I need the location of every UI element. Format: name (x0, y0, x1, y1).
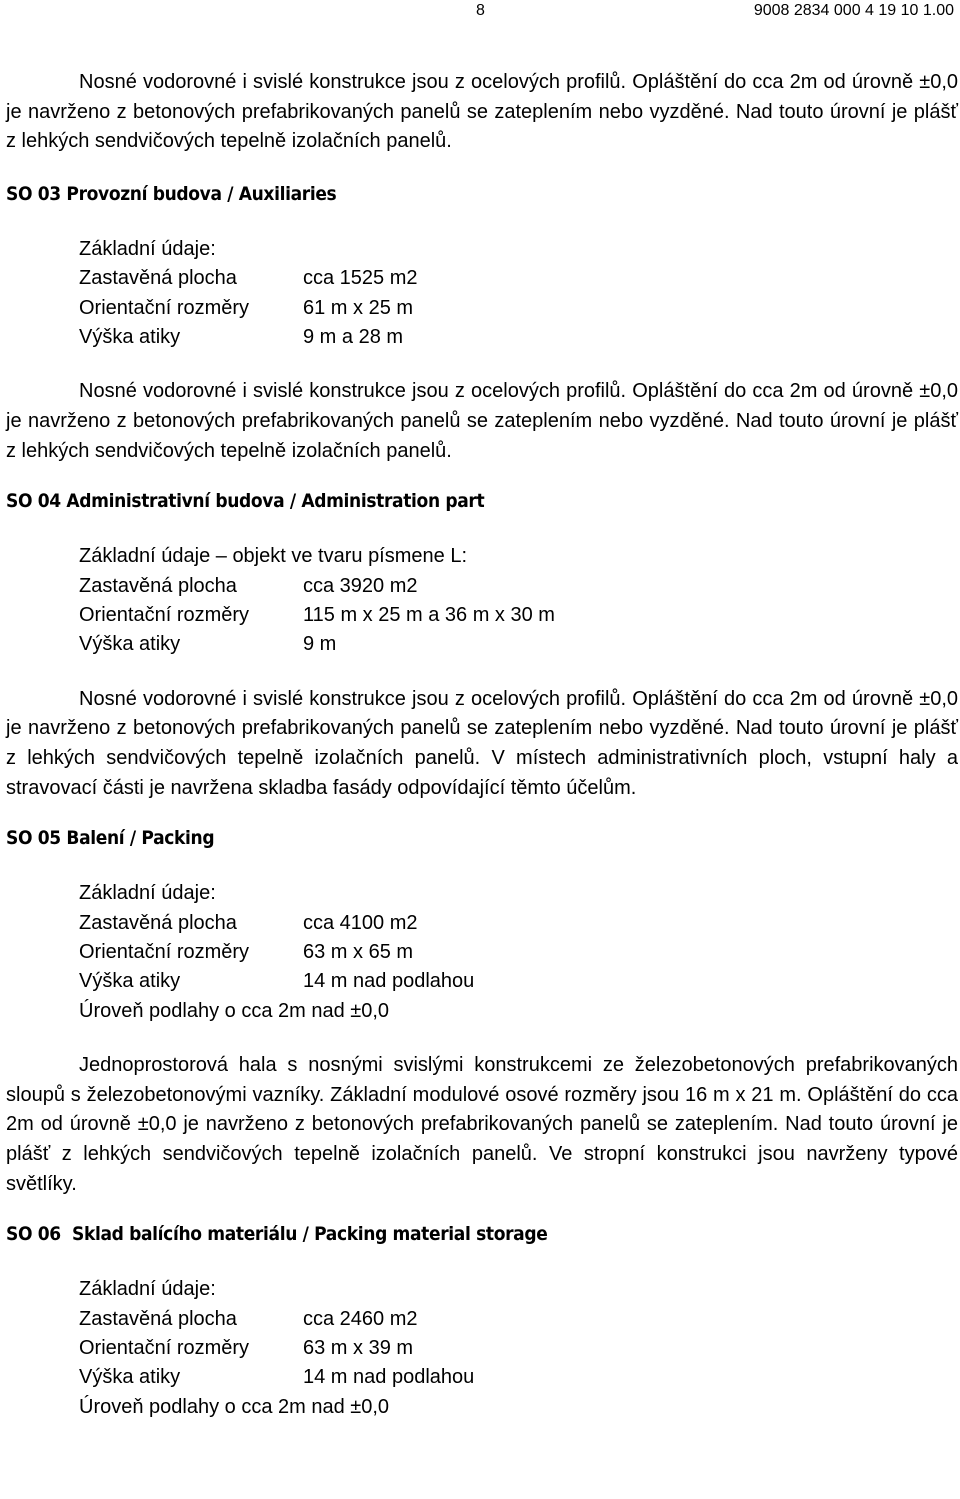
page-number: 8 (476, 2, 485, 19)
info-value: 14 m nad podlahou (303, 1366, 475, 1389)
info-value: 63 m x 39 m (303, 1337, 414, 1359)
info-key: Výška atiky (79, 970, 181, 993)
section-heading: SO 03 Provozní budova / Auxiliaries (6, 182, 337, 205)
basic-info (79, 1275, 958, 1422)
info-value: 14 m nad podlahou (303, 970, 475, 993)
section-heading: SO 05 Balení / Packing (6, 827, 215, 850)
info-key: Orientační rozměry (79, 296, 250, 319)
info-value: cca 4100 m2 (303, 911, 418, 934)
section-so03 (6, 179, 958, 466)
section-paragraph: Nosné vodorovné i svislé konstrukce jsou z ocelových profilů. Opláštění do cca 2m od úrovně ±0,0 je navrženo z betonových prefabrikovaných panelů se zateplením nebo vyzděné. Nad touto úrovní je plášť z lehkých sendvičových tepelně izolačních panelů. (6, 380, 958, 462)
info-row-area (79, 1305, 958, 1334)
info-key: Orientační rozměry (79, 604, 250, 626)
info-row-height (79, 1363, 958, 1392)
section-so04 (6, 486, 958, 803)
section-so05 (6, 823, 958, 1199)
section-heading: SO 06 Sklad balícího materiálu / Packing material storage (6, 1223, 548, 1246)
info-row-dimensions (79, 938, 958, 967)
basic-info-label: Základní údaje – objekt ve tvaru písmene L: (79, 545, 468, 568)
basic-info-label: Základní údaje: (79, 1278, 216, 1301)
basic-info (79, 235, 958, 353)
info-key: Výška atiky (79, 326, 181, 348)
info-key: Výška atiky (79, 1366, 181, 1389)
info-row-area (79, 264, 958, 293)
info-value: 61 m x 25 m (303, 296, 414, 319)
info-row-height (79, 323, 958, 352)
document-code: 9008 2834 000 4 19 10 1.00 (753, 2, 954, 19)
basic-info-label: Základní údaje: (79, 237, 216, 260)
section-paragraph: Nosné vodorovné i svislé konstrukce jsou z ocelových profilů. Opláštění do cca 2m od úrovně ±0,0 je navrženo z betonových prefabrikovaných panelů se zateplením nebo vyzděné. Nad touto úrovní je plášť z lehkých sendvičových tepelně izolačních panelů. V místech administrativních ploch, vstupní haly a stravovací části je navržena skladba fasády odpovídající těmto účelům. (6, 687, 958, 799)
floor-level-note: Úroveň podlahy o cca 2m nad ±0,0 (79, 999, 390, 1022)
basic-info (79, 879, 958, 1026)
info-value: 9 m (303, 633, 337, 656)
page-header (0, 0, 960, 30)
info-row-dimensions (79, 1334, 958, 1363)
info-value: cca 1525 m2 (303, 267, 418, 290)
info-row-dimensions (79, 601, 958, 630)
info-key: Zastavěná plocha (79, 1307, 237, 1330)
floor-level-note: Úroveň podlahy o cca 2m nad ±0,0 (79, 1395, 390, 1418)
info-row-area (79, 909, 958, 938)
info-value: cca 2460 m2 (303, 1307, 418, 1330)
intro-paragraph: Nosné vodorovné i svislé konstrukce jsou z ocelových profilů. Opláštění do cca 2m od úrovně ±0,0 je navrženo z betonových prefabrikovaných panelů se zateplením nebo vyzděné. Nad touto úrovní je plášť z lehkých sendvičových tepelně izolačních panelů. (6, 71, 958, 153)
info-key: Orientační rozměry (79, 941, 250, 963)
info-value: 115 m x 25 m a 36 m x 30 m (303, 604, 555, 626)
info-key: Zastavěná plocha (79, 267, 237, 290)
info-value: 9 m a 28 m (303, 326, 404, 348)
info-row-dimensions (79, 294, 958, 323)
info-key: Výška atiky (79, 633, 181, 656)
basic-info-label: Základní údaje: (79, 882, 216, 905)
info-row-area (79, 572, 958, 601)
info-row-height (79, 967, 958, 996)
info-key: Zastavěná plocha (79, 574, 237, 597)
section-so06 (6, 1219, 958, 1422)
info-key: Zastavěná plocha (79, 911, 237, 934)
info-value: 63 m x 65 m (303, 941, 414, 963)
basic-info (79, 542, 958, 660)
section-heading: SO 04 Administrativní budova / Administration part (6, 490, 485, 513)
info-value: cca 3920 m2 (303, 574, 418, 597)
info-key: Orientační rozměry (79, 1337, 250, 1359)
info-row-height (79, 630, 958, 659)
section-paragraph: Jednoprostorová hala s nosnými svislými konstrukcemi ze železobetonových prefabrikovaných sloupů s železobetonovými vazníky. Základní modulové osové rozměry jsou 16 m x 21 m. Opláštění do cca 2m od úrovně ±0,0 je navrženo z betonových prefabrikovaných panelů se zateplením. Nad touto úrovní je plášť z lehkých sendvičových tepelně izolačních panelů. Ve stropní konstrukci jsou navrženy typové světlíky. (6, 1054, 958, 1195)
document-body (6, 68, 958, 1447)
